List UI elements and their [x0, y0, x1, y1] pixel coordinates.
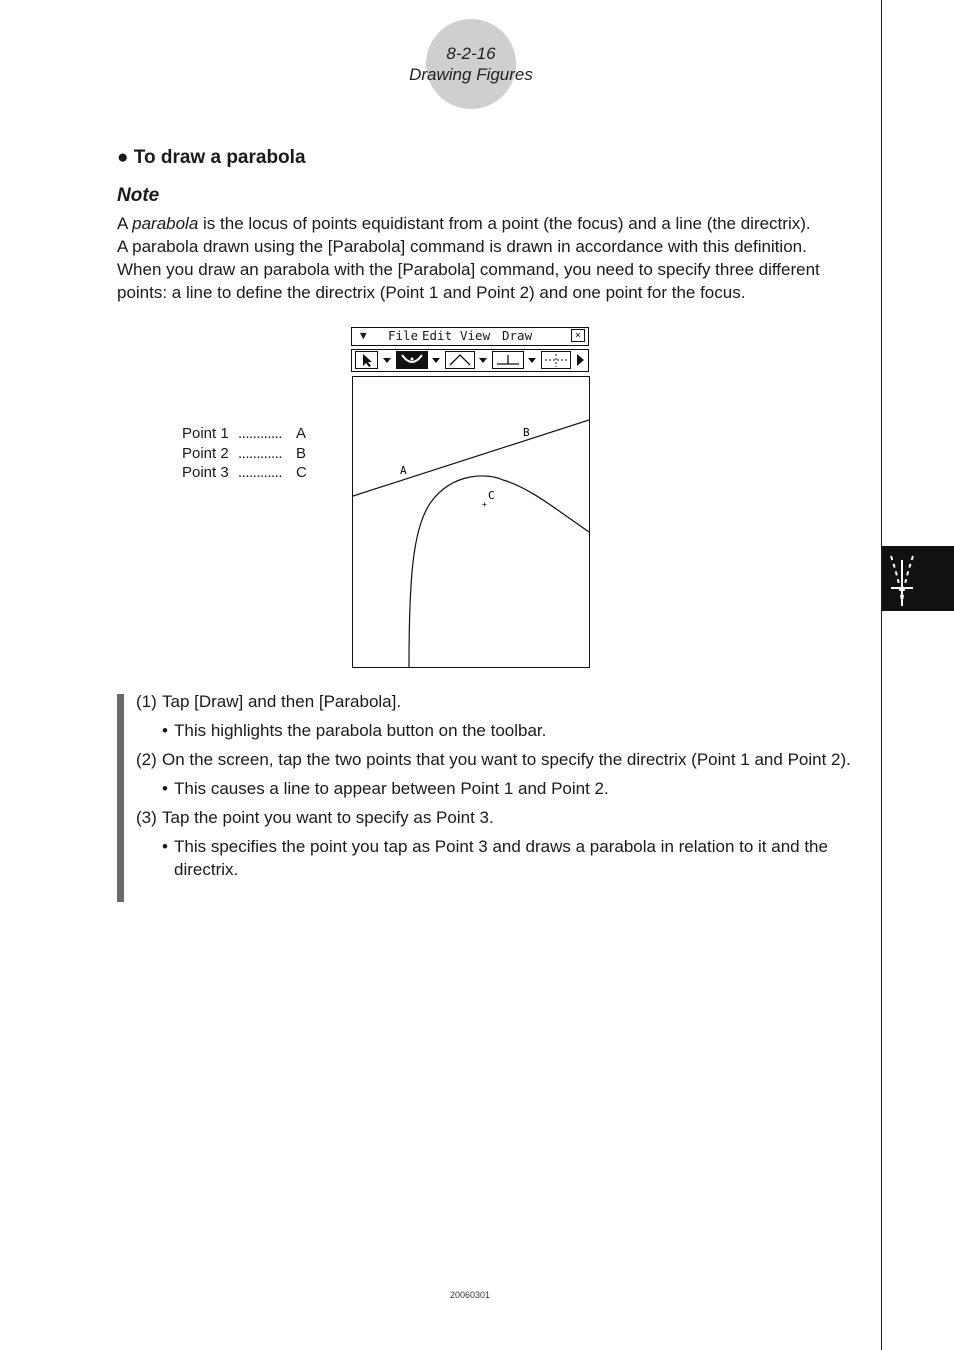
menu-bar — [351, 327, 589, 346]
section-title: ● To draw a parabola — [117, 147, 306, 168]
chapter-tab — [882, 546, 954, 611]
legend-row: Point 2 ............ B — [182, 444, 307, 462]
step-note: • This specifies the point you tap as Point 3 and draws a parabola in relation to it and the directrix. — [162, 837, 828, 879]
grid-tool-button[interactable] — [541, 351, 571, 369]
page-header — [371, 43, 571, 85]
toolbar — [351, 349, 589, 372]
step-note: • This highlights the parabola button on the toolbar. — [162, 721, 547, 740]
select-dropdown-icon[interactable] — [381, 351, 393, 369]
directrix-line — [353, 420, 589, 496]
triangle-dropdown-icon[interactable] — [477, 351, 489, 369]
parabola-icon — [397, 352, 427, 368]
triangle-icon — [446, 352, 474, 368]
menu-draw[interactable]: Draw — [502, 328, 533, 343]
parabola-tool-button[interactable] — [396, 351, 428, 369]
procedure-steps — [136, 690, 856, 887]
parabola-curve — [409, 476, 589, 667]
step-item: (1) Tap [Draw] and then [Parabola]. — [136, 692, 402, 711]
perpendicular-dropdown-icon[interactable] — [526, 351, 538, 369]
pointer-icon — [356, 352, 377, 368]
footer-code: 20060301 — [449, 1290, 491, 1300]
step-item: (3) Tap the point you want to specify as Point 3. — [136, 808, 494, 827]
point-a-label: A — [400, 464, 407, 477]
bullet-dot: ● — [117, 147, 134, 168]
toolbar-scroll-right-icon[interactable] — [574, 351, 587, 369]
menu-file[interactable]: File — [388, 328, 419, 343]
point-c-label: C — [488, 489, 495, 502]
step-item: (2) On the screen, tap the two points that you want to specify the directrix (Point 1 and Point 2). — [136, 750, 851, 769]
point-legend — [182, 424, 307, 483]
point-b-label: B — [523, 426, 530, 439]
focus-marker: + — [482, 500, 487, 509]
note-paragraph: A parabola is the locus of points equidistant from a point (the focus) and a line (the directrix). — [117, 214, 811, 233]
parabola-chapter-icon — [882, 546, 954, 611]
note-body — [117, 212, 867, 304]
menu-edit[interactable]: Edit — [422, 328, 453, 343]
step-note: • This causes a line to appear between Point 1 and Point 2. — [162, 779, 609, 798]
menu-dropdown-icon[interactable]: ▼ — [360, 329, 367, 342]
legend-row: Point 3 ............ C — [182, 464, 307, 481]
legend-row: Point 1 ............ A — [182, 425, 307, 442]
close-icon[interactable]: × — [571, 329, 585, 342]
page-edge-rule — [881, 0, 882, 1350]
parabola-figure — [353, 377, 589, 667]
perpendicular-tool-button[interactable] — [492, 351, 524, 369]
parabola-dropdown-icon[interactable] — [430, 351, 442, 369]
triangle-tool-button[interactable] — [445, 351, 475, 369]
select-tool-button[interactable] — [355, 351, 378, 369]
steps-sidebar-bar — [117, 694, 124, 902]
note-heading: Note — [117, 185, 160, 206]
perpendicular-icon — [493, 352, 523, 368]
note-paragraph: A parabola drawn using the [Parabola] command is drawn in accordance with this definition. — [117, 237, 807, 256]
drawing-canvas[interactable] — [352, 376, 590, 668]
menu-view[interactable]: View — [460, 328, 491, 343]
section-name: Drawing Figures — [409, 65, 533, 84]
note-paragraph: When you draw an parabola with the [Parabola] command, you need to specify three different points: a line to define the directrix (Point 1 and Point 2) and one point for the focus. — [117, 260, 820, 302]
page-number: 8-2-16 — [446, 44, 496, 63]
grid-icon — [542, 352, 570, 368]
